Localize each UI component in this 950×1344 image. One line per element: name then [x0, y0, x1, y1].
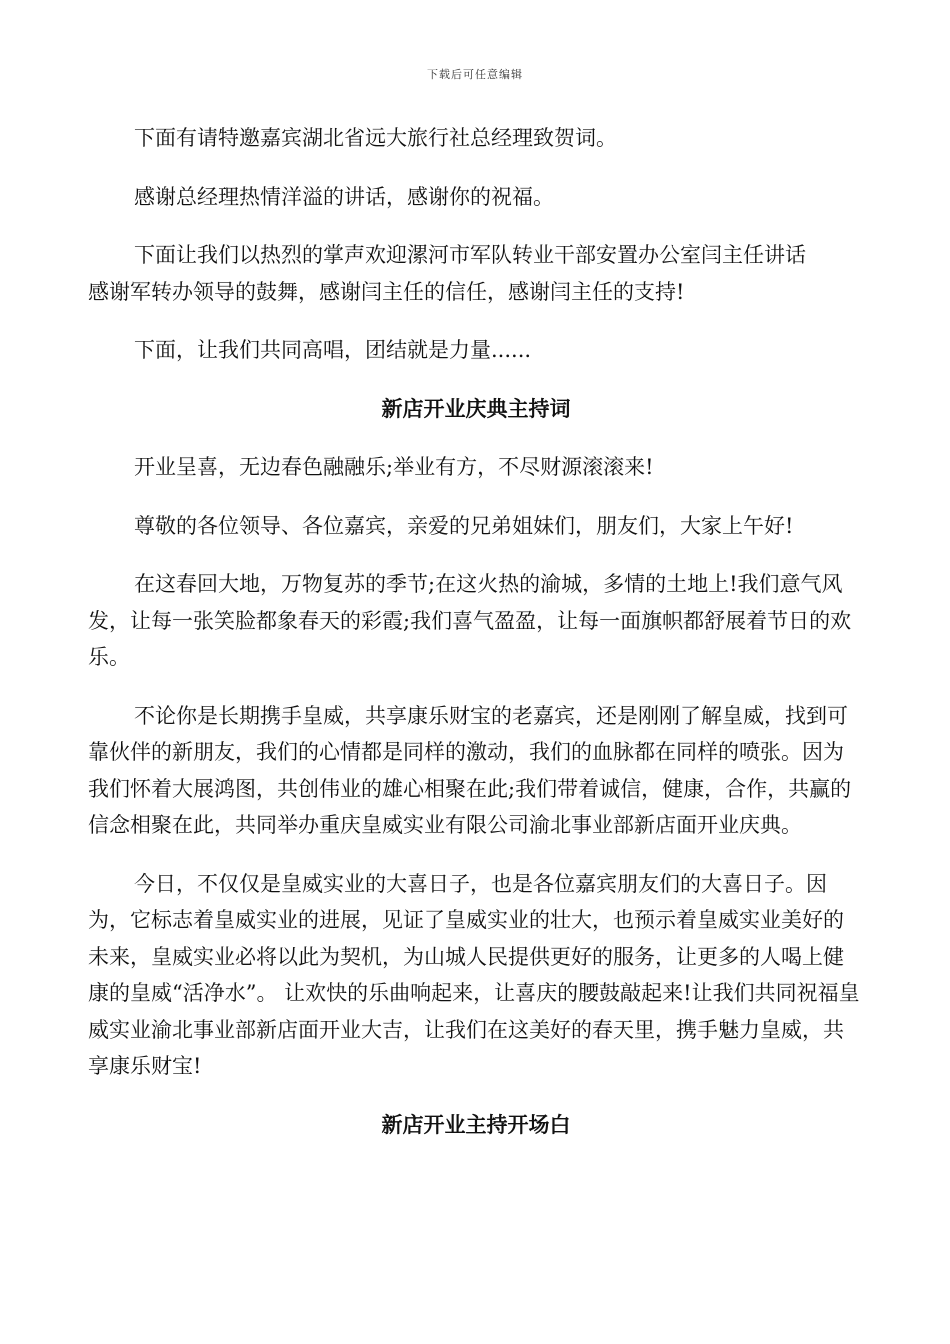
section-title-opening-remarks: 新店开业主持开场白 [381, 1112, 571, 1137]
paragraph-greeting: 尊敬的各位领导、各位嘉宾，亲爱的兄弟姐妹们，朋友们，大家上午好! [134, 513, 794, 538]
paragraph-today: 今日，不仅仅是皇威实业的大喜日子，也是各位嘉宾朋友们的大喜日子。因为，它标志着皇威实业的进展，见证了皇威实业的壮大，也预示着皇威实业美好的未来，皇威实业必将以此为契机，为山城人民提供更好的服务，让更多的人喝上健康的皇威“活净水”。 让欢快的乐曲响起来，让喜庆的腰鼓敲起来!让我们共同祝福皇威实业渝北事业部新店面开业大吉，让我们在这美好的春天里，携手魅力皇威，共享康乐财宝! [88, 871, 860, 1078]
paragraph-welcome-director: 下面让我们以热烈的掌声欢迎漯河市军队转业干部安置办公室闫主任讲话 [134, 243, 806, 267]
paragraph-couplet: 开业呈喜，无边春色融融乐;举业有方，不尽财源滚滚来! [134, 455, 654, 479]
paragraph-invite-guest: 下面有请特邀嘉宾湖北省远大旅行社总经理致贺词。 [134, 126, 617, 150]
paragraph-guests-friends: 不论你是长期携手皇威，共享康乐财宝的老嘉宾，还是刚刚了解皇威，找到可靠伙伴的新朋友，我们的心情都是同样的激动，我们的血脉都在同样的喷张。因为我们怀着大展鸿图，共创伟业的雄心相聚在此;我们带着诚信，健康，合作，共赢的信念相聚在此，共同举办重庆皇威实业有限公司渝北事业部新店面开业庆典。 [88, 703, 852, 837]
paragraph-sing-together: 下面，让我们共同高唱，团结就是力量...... [134, 338, 532, 362]
paragraph-thanks-manager: 感谢总经理热情洋溢的讲话，感谢你的祝福。 [134, 184, 554, 209]
paragraph-spring: 在这春回大地，万物复苏的季节;在这火热的渝城，多情的土地上!我们意气风发，让每一张笑脸都象春天的彩霞;我们喜气盈盈，让每一面旗帜都舒展着节日的欢乐。 [88, 572, 852, 669]
paragraph-thanks-director: 感谢军转办领导的鼓舞，感谢闫主任的信任，感谢闫主任的支持! [88, 279, 685, 304]
document-body [88, 120, 864, 1143]
section-title-opening-ceremony: 新店开业庆典主持词 [381, 396, 571, 421]
page-header-note: 下载后可任意编辑 [427, 68, 523, 81]
